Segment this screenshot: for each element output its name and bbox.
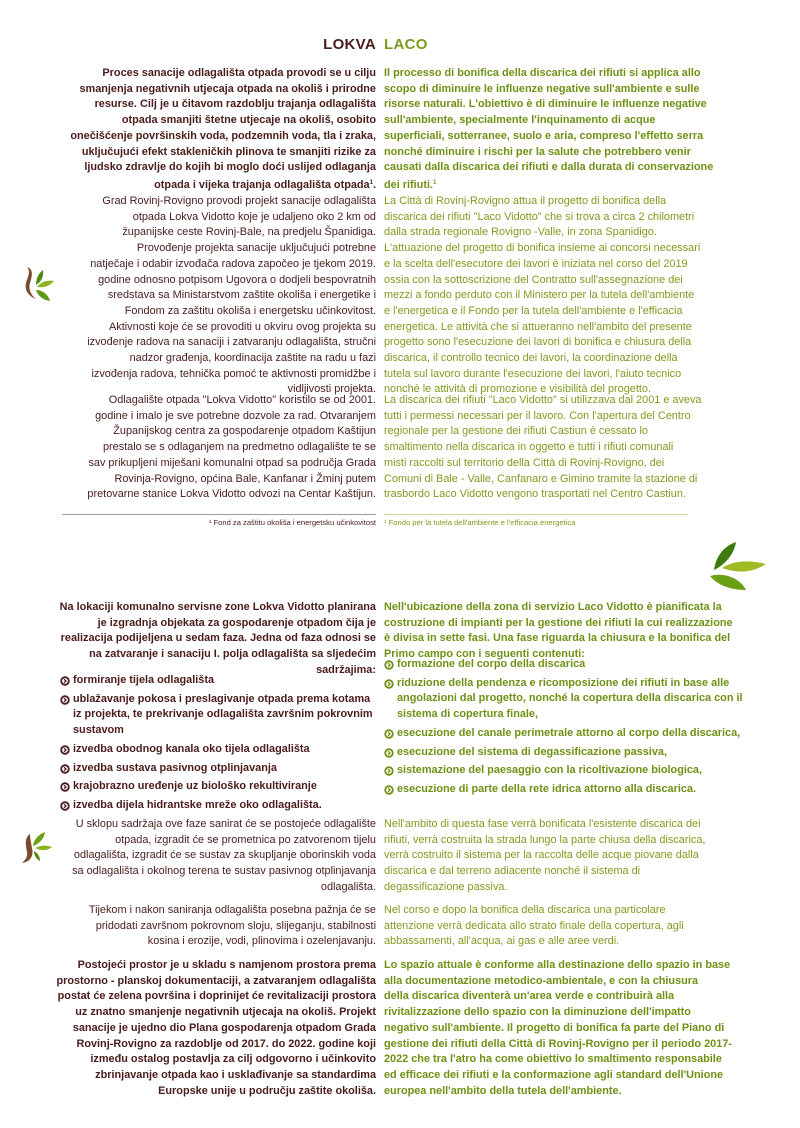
text-line: e l'energetica e il Fondo per la tutela dell'ambiente e l'efficacia <box>384 304 683 317</box>
text-line: otpada i vijeka trajanja odlagališta otpada$^1$. <box>154 178 376 191</box>
footnote-hr: ¹ Fond za zaštitu okoliša i energetsku učinkovitost <box>208 518 376 527</box>
list-item <box>60 692 380 739</box>
text-line: vidljivosti projekta. <box>287 383 376 396</box>
text-line: La Città di Rovinj-Rovigno attua il progetto di bonifica della <box>384 195 667 207</box>
text-line: natječaje i odabir izvođača radova započeo je tjekom 2019. <box>90 257 376 270</box>
circle-arrow-bullet-icon <box>384 679 394 689</box>
text-line: trasbordo Laco Vidotto vengono trasportati nel Centro Castiun. <box>384 488 686 501</box>
text-line: izvođenja radova, tehnička pomoć te aktivnosti promidžbe i <box>91 367 376 380</box>
footnote-divider-right <box>384 514 688 515</box>
paragraph-phases-hr <box>60 600 376 679</box>
leaf-cluster-icon <box>706 528 776 590</box>
text-line: tutti i permessi necessari per il lavoro. Con l'apertura del Centro <box>384 409 691 422</box>
text-line: onečišćenje površinskih voda, podzemnih voda, tla i zraka, <box>70 129 376 142</box>
text-line: degassificazione passiva. <box>384 880 508 893</box>
list-item <box>384 763 744 779</box>
list-item-text: krajobrazno uređenje uz biološko rekultiviranje <box>73 780 317 793</box>
text-line: sredstava sa Ministarstvom zaštite okoliša i energetike i <box>107 289 376 302</box>
text-line: otpada, izgradit će se prometnica po zatvorenom tijelu <box>115 833 376 846</box>
text-line: ljudsko zdravlje do kojih bi moglo doći uslijed odlaganja <box>84 161 376 174</box>
paragraph-project-it <box>384 194 700 398</box>
text-line: scopo di diminuire le influenze negative sull'ambiente e sulle <box>384 82 700 95</box>
text-line: sull'ambiente, specialmente l'inquinamento di acque <box>384 114 656 127</box>
text-line: tutela sul lavoro durante l'esecuzione dei lavori, l'aiuto tecnico <box>384 367 682 380</box>
list-item-text: ublažavanje pokosa i preslagivanje otpada prema kotama iz projekta, te prekrivanje odlagališta završnim pokrovnim sustavom <box>73 692 373 736</box>
text-line: kosina i erozije, vodi, plinovima i ozelenjavanju. <box>147 935 376 948</box>
text-line: Europske unije u području zaštite okoliša. <box>158 1084 376 1097</box>
footnote-divider-left <box>62 514 376 515</box>
list-item-text: formazione del corpo della discarica <box>397 658 586 670</box>
text-line: prestalo se s odlaganjem na predmetno odlagalište te se <box>102 441 376 454</box>
text-line: discarica e dal terreno adiacente nonché il sistema di <box>384 865 641 878</box>
text-line: prostorno - planskoj dokumentaciji, a zatvaranjem odlagališta <box>56 974 376 987</box>
text-line: L'attuazione del progetto di bonifica insieme ai concorsi necessari <box>384 242 701 255</box>
text-line: između ostalog postavlja za cilj odgovorno i učinkovito <box>90 1053 376 1066</box>
list-item <box>60 798 380 814</box>
text-line: causati dalla discarica dei rifiuti e dalla durata di conservazione <box>384 161 714 174</box>
text-line: na zatvaranje i sanaciju I. polja odlagališta sa sljedećim <box>89 648 376 661</box>
text-line: otpada smanjiti štetne utjecaje na okoliš, osobito <box>121 114 376 127</box>
paragraph-scope-it <box>384 817 705 896</box>
text-line: izvođenje radova na sanaciji i zatvaranju odlagališta, stručni <box>87 336 376 349</box>
text-line: nadzor građenja, koordinacija zaštite na radu u fazi <box>129 352 376 365</box>
text-line: zbrinjavanje otpada kao i usklađivanje sa standardima <box>95 1068 376 1081</box>
phase-list-it <box>384 657 744 801</box>
list-item <box>384 745 744 761</box>
text-line: verrà costruito il sistema per la raccolta delle acque piovane dalla <box>384 849 699 862</box>
text-line: resurse. Cilj je u čitavom razdoblju trajanja odlagališta <box>94 98 376 111</box>
list-item <box>384 657 744 673</box>
paragraph-intro-hr <box>70 66 376 194</box>
list-item-text: izvedba dijela hidrantske mreže oko odlagališta. <box>73 799 322 812</box>
circle-arrow-bullet-icon <box>60 745 70 755</box>
footnote-marker: 1 <box>433 179 437 186</box>
paragraph-intro-it <box>384 66 713 194</box>
text-line: sav prikupljeni miješani komunalni otpad sa područja Grada <box>88 456 376 469</box>
circle-arrow-bullet-icon <box>384 785 394 795</box>
list-item-text: riduzione della pendenza e ricomposizione dei rifiuti in base alle angolazioni dal progetto, nonché la copertura della discarica con il sistema di copertura finale, <box>397 676 743 720</box>
paragraph-conclusion-hr <box>56 958 376 1099</box>
list-item <box>60 673 380 689</box>
text-line: godine i imalo je sve potrebne dozvole za rad. Otvaranjem <box>95 409 376 422</box>
text-line: sanacije je ujedno dio Plana gospodarenja otpadom Grada <box>72 1021 376 1034</box>
title-croatian: LOKVA <box>323 36 376 53</box>
text-line: godine odnosno potpisom Ugovora o dodjeli bespovratnih <box>98 273 376 286</box>
text-line: Tijekom i nakon saniranja odlagališta posebna pažnja će se <box>88 904 376 916</box>
text-line: Primo campo con i seguenti contenuti: <box>384 648 585 661</box>
text-line: Rovinj-Rovigno za razdoblje od 2017. do 2022. godine koji <box>76 1037 376 1050</box>
text-line: Nell'ubicazione della zona di servizio Laco Vidotto è pianificata la <box>384 601 722 613</box>
text-line: superficiali, sotterranee, suolo e aria, compreso l'effetto serra <box>384 129 704 142</box>
list-item <box>384 676 744 723</box>
paragraph-scope-hr <box>72 817 376 896</box>
text-line: sadržajima: <box>316 663 376 676</box>
text-line: dei rifiuti.$^1$ <box>384 178 437 191</box>
list-item <box>60 742 380 758</box>
text-line: rifiuti, verrà costruita la strada lungo la parte chiusa della discarica, <box>384 833 706 846</box>
text-line: ed efficace dei rifiuti e la conformazione agli standard dell'Unione <box>384 1068 724 1081</box>
text-line: Provođenje projekta sanacije uključujući potrebne <box>136 242 376 255</box>
text-line: Grad Rovinj-Rovigno provodi projekt sanacije odlagališta <box>102 195 376 207</box>
text-line: uključujući efekt stakleničkih plinova te smanjiti rizike za <box>81 145 376 158</box>
text-line: alla documentazione metodico-ambientale, e con la chiusura <box>384 974 699 987</box>
text-line: Aktivnosti koje će se provoditi u okviru ovog projekta su <box>109 320 376 333</box>
text-line: discarica, il controllo tecnico dei lavori, la coordinazione della <box>384 352 678 365</box>
text-line: odlagališta, izgradit će se sustav za skupljanje oborinskih voda <box>73 849 376 862</box>
text-line: misti raccolti sul territorio della Città di Rovinj-Rovigno, dei <box>384 456 665 469</box>
text-line: discarica dei rifiuti "Laco Vidotto" che si trova a circa 2 chilometri <box>384 210 695 223</box>
circle-arrow-bullet-icon <box>384 748 394 758</box>
paragraph-history-hr <box>87 393 376 503</box>
text-line: progetto sono l'esecuzione dei lavori di bonifica e chiusura della <box>384 336 692 349</box>
text-line: Fondom za zaštitu okoliša i energetsku učinkovitost. <box>124 304 376 317</box>
text-line: pridodati završnom pokrovnom sloju, slijeganju, stabilnosti <box>95 919 376 932</box>
text-line: gestione dei rifiuti della Città di Rovinj-Rovigno per il periodo 2017- <box>384 1037 732 1050</box>
paragraph-attention-hr <box>89 903 376 950</box>
phase-list-hr <box>60 673 380 817</box>
text-line: dalla strada regionale Rovigno -Valle, in zona Spanidigo. <box>384 226 657 239</box>
text-line: Na lokaciji komunalno servisne zone Lokva Vidotto planirana <box>59 601 376 613</box>
leaf-sprout-icon <box>18 828 56 864</box>
list-item <box>60 779 380 795</box>
text-line: postat će zelena površina i doprinijet će revitalizaciji prostora <box>57 990 376 1003</box>
text-line: realizacija podijeljena u sedam faza. Jedna od faza odnosi se <box>60 632 376 645</box>
footnote-it: ¹ Fondo per la tutela dell'ambiente e l'efficacia energetica <box>384 518 576 527</box>
text-line: Comuni di Bale - Valle, Canfanaro e Gimino tramite la stazione di <box>384 472 698 485</box>
title-italian: LACO <box>384 36 428 53</box>
text-line: risorse naturali. L'obiettivo è di diminuire le influenze negative <box>384 98 707 111</box>
list-item <box>60 761 380 777</box>
paragraph-history-it <box>384 393 702 503</box>
circle-arrow-bullet-icon <box>60 801 70 811</box>
text-line: nonché diminuire i rischi per la salute che potrebbero venir <box>384 145 691 158</box>
circle-arrow-bullet-icon <box>60 695 70 705</box>
text-line: La discarica dei rifiuti "Laco Vidotto" si utilizzava dal 2001 e aveva <box>384 394 702 406</box>
list-item-text: izvedba obodnog kanala oko tijela odlagališta <box>73 742 310 755</box>
text-line: e la scelta dell'esecutore dei lavori è iniziata nel corso del 2019 <box>384 257 688 270</box>
text-line: regionale per la gestione dei rifiuti Castiun è cessato lo <box>384 425 648 438</box>
text-line: attenzione verrà dedicata allo strato finale della copertura, agli <box>384 919 684 932</box>
text-line: nonché le attività di promozione e visibilità del progetto. <box>384 383 651 396</box>
text-line: 2022 che tra l'atro ha come obiettivo lo smaltimento responsabile <box>384 1053 722 1066</box>
text-line: abbassamenti, all'acqua, ai gas e alle aree verdi. <box>384 935 620 948</box>
paragraph-attention-it <box>384 903 684 950</box>
text-line: Il processo di bonifica della discarica dei rifiuti si applica allo <box>384 67 701 79</box>
text-line: odlagališta. <box>320 880 376 893</box>
text-line: energetica. Le attività che si attueranno nell'ambito del presente <box>384 320 692 333</box>
circle-arrow-bullet-icon <box>384 729 394 739</box>
text-line: županijske ceste Rovinj-Bale, na predjelu Španidiga. <box>122 226 376 239</box>
text-line: della discarica diventerà un'area verde e contribuirà alla <box>384 990 675 1003</box>
text-line: smanjenja negativnih utjecaja otpada na okoliš i prirodne <box>79 82 376 95</box>
list-item-text: formiranje tijela odlagališta <box>73 674 215 686</box>
list-item-text: esecuzione del canale perimetrale attorno al corpo della discarica, <box>397 726 741 739</box>
circle-arrow-bullet-icon <box>384 660 394 670</box>
text-line: Rovinja-Rovigno, općina Bale, Kanfanar i Žminj putem <box>114 472 376 485</box>
text-line: rivitalizzazione dello spazio con la diminuzione dell'impatto <box>384 1006 691 1019</box>
text-line: otpada Lokva Vidotto koje je udaljeno oko 2 km od <box>132 210 376 223</box>
list-item-text: izvedba sustava pasivnog otplinjavanja <box>73 761 277 774</box>
list-item-text: sistemazione del paesaggio con la ricoltivazione biologica, <box>397 764 703 777</box>
text-line: je izgradnja objekata za gospodarenje otpadom čija je <box>97 616 376 629</box>
text-line: uz znatno smanjenje negativnih utjecaja na okoliš. Projekt <box>75 1006 376 1019</box>
footnote-marker: 1 <box>369 179 373 186</box>
text-line: Postojeći prostor je u skladu s namjenom prostora prema <box>77 959 376 971</box>
text-line: smaltimento nella discarica in oggetto e tutti i rifiuti comunali <box>384 441 674 454</box>
list-item <box>384 782 744 798</box>
text-line: Županijskog centra za gospodarenje otpadom Kaštijun <box>113 425 376 438</box>
text-line: Nell'ambito di questa fase verrà bonificata l'esistente discarica dei <box>384 818 701 830</box>
text-line: Nel corso e dopo la bonifica della discarica una particolare <box>384 904 666 916</box>
text-line: mezzi a fondo perduto con il Ministero per la tutela dell'ambiente <box>384 289 695 302</box>
circle-arrow-bullet-icon <box>384 766 394 776</box>
text-line: Proces sanacije odlagališta otpada provodi se u cilju <box>102 67 376 79</box>
list-item-text: esecuzione di parte della rete idrica attorno alla discarica. <box>397 783 697 796</box>
paragraph-conclusion-it <box>384 958 732 1099</box>
circle-arrow-bullet-icon <box>60 782 70 792</box>
text-line: europea nell'ambito della tutela dell'ambiente. <box>384 1084 622 1097</box>
list-item-text: esecuzione del sistema di degassificazione passiva, <box>397 745 667 758</box>
leaf-sprout-icon <box>18 263 58 303</box>
paragraph-phases-it <box>384 600 733 663</box>
text-line: sa odlagališta i okolnog terena te sustav pasivnog otplinjavanja <box>72 865 376 878</box>
text-line: Lo spazio attuale è conforme alla destinazione dello spazio in base <box>384 959 731 971</box>
text-line: pretovarne stanice Lokva Vidotto odvozi na Centar Kaštijun. <box>87 488 376 501</box>
circle-arrow-bullet-icon <box>60 764 70 774</box>
text-line: Odlagalište otpada "Lokva Vidotto" koristilo se od 2001. <box>108 394 376 406</box>
list-item <box>384 726 744 742</box>
text-line: costruzione di impianti per la gestione dei rifiuti la cui realizzazione <box>384 616 733 629</box>
text-line: negativo sull'ambiente. Il progetto di bonifica fa parte del Piano di <box>384 1021 725 1034</box>
text-line: U sklopu sadržaja ove faze sanirat će se postojeće odlagalište <box>75 818 376 830</box>
circle-arrow-bullet-icon <box>60 676 70 686</box>
text-line: è divisa in sette fasi. Una fase riguarda la chiusura e la bonifica del <box>384 632 731 645</box>
paragraph-project-hr <box>87 194 376 398</box>
text-line: ossia con la sottoscrizione del Contratto sull'assegnazione dei <box>384 273 683 286</box>
